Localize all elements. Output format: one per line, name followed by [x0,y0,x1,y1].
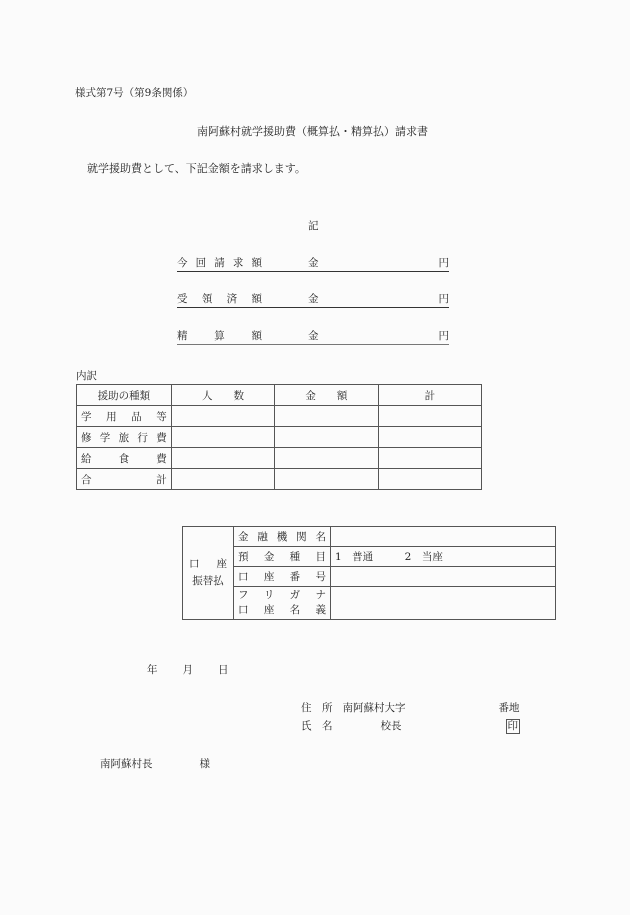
address-suffix: 番地 [498,702,520,714]
honorific: 様 [199,758,210,770]
table-row-total [77,469,482,490]
header-aid-type: 援助の種類 [77,385,172,406]
yen-label: 円 [438,330,449,342]
deposit-type-label: 預 金 種 目 [234,547,331,567]
count-cell[interactable] [171,406,274,427]
document-title: 南阿蘇村就学援助費（概算払・精算払）請求書 [197,125,428,138]
amount-cell[interactable] [275,406,378,427]
addressee-line [100,756,210,771]
claim-label: 受 領 済 額 [177,293,262,305]
total-cell[interactable] [378,427,481,448]
aid-type-cell: 修 学 旅 行 費 [77,427,172,448]
intro-text: 就学援助費として、下記金額を請求します。 [87,162,306,175]
yen-label: 円 [438,257,449,269]
count-cell[interactable] [171,448,274,469]
amount-cell[interactable] [275,427,378,448]
aid-type-cell: 合 計 [77,469,172,490]
header-count: 人 数 [171,385,274,406]
ki-heading: 記 [308,220,319,232]
claim-received-amount[interactable] [177,291,449,308]
day-label: 日 [218,664,229,676]
addressee-name: 南阿蘇村長 [100,758,153,770]
total-cell[interactable] [378,406,481,427]
year-label: 年 [147,664,158,676]
bank-transfer-table [182,526,556,620]
kin-label: 金 [308,330,319,342]
header-total: 計 [378,385,481,406]
name-label: 氏 名 [301,720,333,732]
table-row [77,406,482,427]
seal-icon: 印 [507,720,518,732]
table-row [77,448,482,469]
bank-name-field[interactable] [331,527,556,547]
account-holder-field[interactable] [331,587,556,620]
address-label: 住 所 [301,702,333,714]
table-row [77,427,482,448]
address-prefix: 南阿蘇村大字 [342,702,406,714]
aid-type-cell: 学 用 品 等 [77,406,172,427]
breakdown-caption: 内訳 [76,370,97,382]
total-cell[interactable] [378,448,481,469]
name-line[interactable] [301,718,520,734]
account-holder-label: フ リ ガ ナ 口 座 名 義 [234,587,331,620]
breakdown-table [76,384,482,490]
count-cell[interactable] [171,427,274,448]
total-cell[interactable] [378,469,481,490]
aid-type-cell: 給 食 費 [77,448,172,469]
kin-label: 金 [308,293,319,305]
month-label: 月 [182,664,193,676]
deposit-type-field[interactable]: 1 普通 2 当座 [331,547,556,567]
form-number: 様式第7号（第9条関係） [75,87,194,99]
bank-name-label: 金 融 機 関 名 [234,527,331,547]
date-line[interactable] [147,662,229,677]
claim-current-amount[interactable] [177,255,449,272]
account-number-label: 口 座 番 号 [234,567,331,587]
principal-title: 校長 [380,720,402,732]
header-amount: 金 額 [275,385,378,406]
claim-settlement-amount[interactable] [177,328,449,345]
address-line[interactable] [301,700,520,715]
account-transfer-label: 口 座 振替払 [183,527,234,620]
count-cell[interactable] [171,469,274,490]
claim-label: 精 算 額 [177,330,262,342]
kin-label: 金 [308,257,319,269]
table-header-row [77,385,482,406]
amount-cell[interactable] [275,469,378,490]
claim-label: 今 回 請 求 額 [177,257,262,269]
amount-cell[interactable] [275,448,378,469]
account-number-field[interactable] [331,567,556,587]
yen-label: 円 [438,293,449,305]
